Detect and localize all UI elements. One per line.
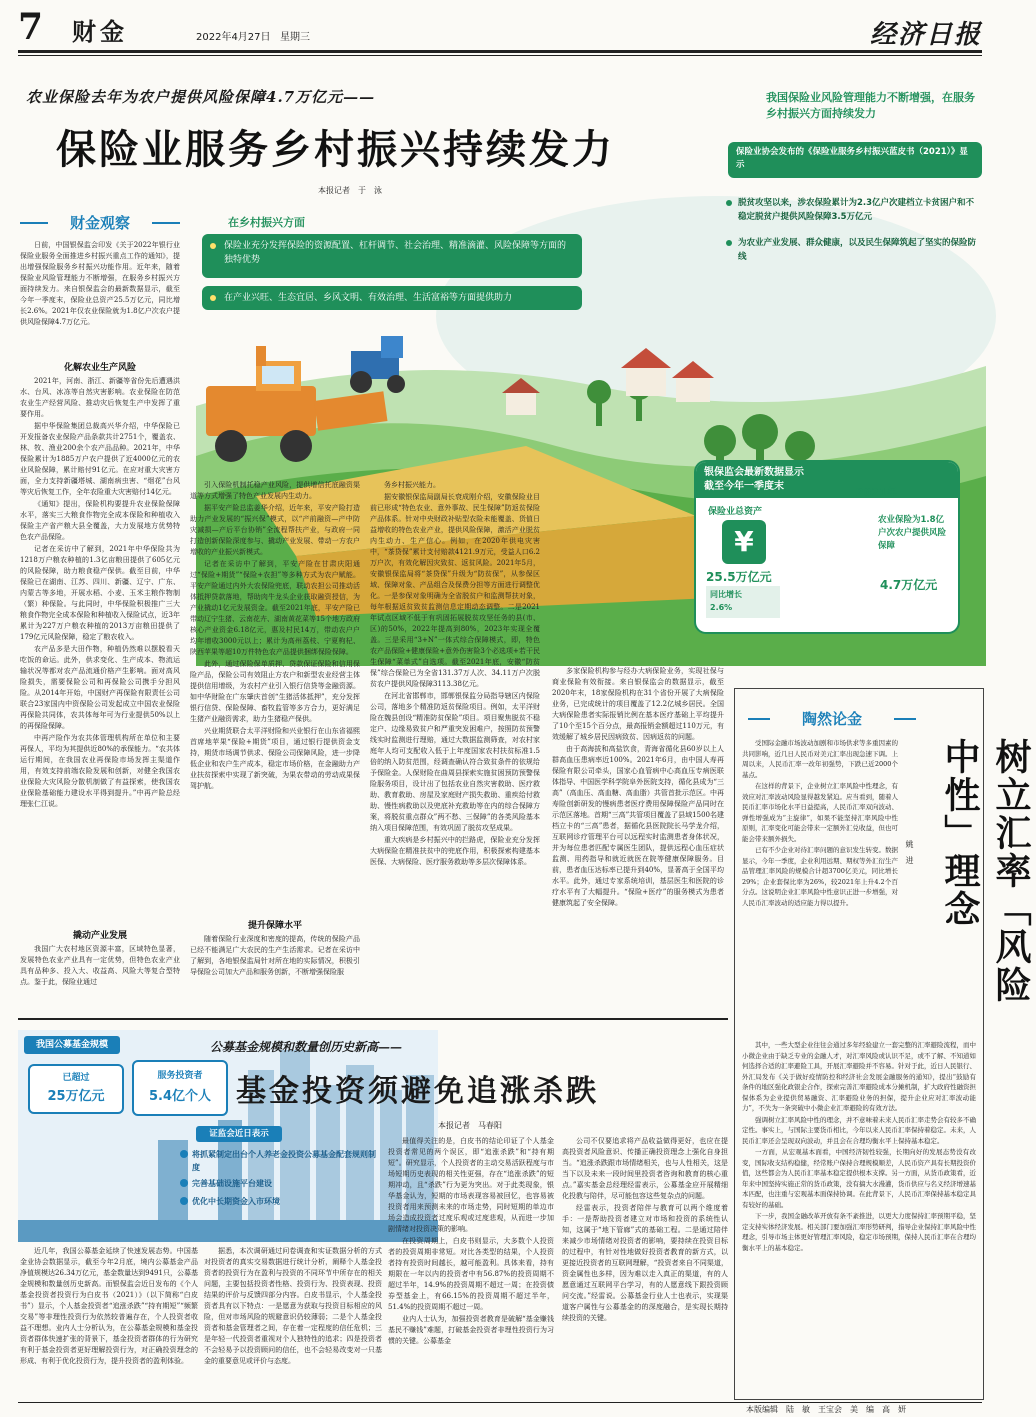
paragraph: 在河北省邯郸市，邯郸银保监分局指导辖区内保险公司，落地多个精准防返贫保险项目。例如，太平洋财险在魏县创设“精准防贫保险”项目。项目聚焦脱贫不稳定户、边缘易致贫户和严重突发困难户，按照防贫预警线实时监测进行理赔，通过大数据监测筛查，对农村家庭年人均可支配收入低于上年度国家农村扶贫标准1.5倍的纳入防贫范围，经调查确认符合致贫条件的依规给予保险金。人保财险在曲周县探索实施贫困预防预警保险服务项目，设计出了包括农业自然灾害救助、医疗救助、教育救助、房屋及家庭财产损失救助、重疾给付救助、慢性病救助以及兜底补充救助等在内的综合保障方案，将脱贫重点群众”两不愁、三保障”的各类风险基本纳入项目保障范围，有效巩固了脱贫攻坚成果。 [370, 692, 540, 832]
fund-scale-label: 已超过 [62, 1073, 90, 1083]
insurance-banner: 我国保险业风险管理能力不断增强，在服务乡村振兴方面持续发力 [766, 91, 975, 120]
paragraph: 业内人士认为，加强投资者教育是破解“基金赚钱基民不赚钱”难题，打破基金投资者非理性投资行为习惯的关键。公募基金 [388, 1315, 554, 1345]
rural-point-1 [202, 234, 582, 278]
article1-col2 [190, 480, 360, 910]
rural-point-2 [202, 286, 582, 310]
growth-box [706, 586, 780, 618]
csrc-item-1-text: 将抓紧制定出台个人养老金投资公募基金配套规则制度 [192, 1150, 376, 1172]
paragraph: 由于高海拔和高盐饮食，青海省循化县60岁以上人群高血压患病率近100%。2021年6月，由中国人寿再保险有限公司牵头，国家心血管病中心高血压专病医联体指导、中国医学科学院阜外医院支持，循化县成为“三高”（高血压、高血糖、高血脂）共管首批示范区。中再寿险创新研发的慢病患者医疗费用保障保险产品同时在示范区落地。首期“三高”共管项目覆盖了县域1500名建档立卡的“三高”患者，据循化县医院院长马学龙介绍，互联网诊疗管理平台可以远程实时监测患者身体状况，并为每位患者匹配专属医生团队，提供远程心血压症状监测、用药指导和就近就医在院等健康保障服务。目前，患者血压达标率已提升到40%，显著高于全国平均水平。此外，通过专家系统培训，基层医生和医院的诊疗水平有了大幅提升。“保险+医疗”的服务模式为患者健康筑起了安全保障。 [552, 745, 724, 907]
paragraph: 《通知》提出，保险机构要提升农业保险保障水平，落实三大粮食作物完全成本保险和种植收入保险主产省产粮大县全覆盖，大力发展地方优势特色农产品保险。 [20, 500, 180, 541]
article1-intro [20, 240, 180, 352]
paragraph: 农产品多是大田作物，种植仍然难以摆脱看天吃饭的命运。此外，供求变化、生产成本、物流运输状况等都对农产品流通价格产生影响。面对高风险损失，需要保险公司和再保险公司携手分担风险。从2014年开始，中国财产再保险有限责任公司联合23家国内中资保险公司发起成立中国农业保险再保险共同体，农共体每年可为行业提供50%以上的再保险保障。 [20, 645, 180, 730]
editorial-col-top [742, 738, 898, 1038]
paragraph: 下一步，我国金融改革开放有条不紊推进，以更大力度保持汇率预期平稳，坚定支持实体经济发展。相关部门要加强汇率形势研判，指导企业保持汇率风险中性理念，引导市场主体更好管理汇率风险，稳定市场预期，保持人民币汇率在合理均衡水平上的基本稳定。 [742, 1212, 976, 1252]
report-point-1-text: 脱贫攻坚以来，涉农保险累计为2.3亿户次建档立卡贫困户和不稳定脱贫户提供风险保障3.5万亿元 [738, 198, 975, 222]
paragraph: 多家保险机构参与经办大病保险业务，实现社保与商业保险有效衔接。来自银保监会的数据显示，截至2020年末，18家保险机构在31个省份开展了大病保险业务，已完成统计的项目覆盖了12.2亿城乡居民。全国大病保险患者实际报销比例在基本医疗基础上平均提升了10个至15个百分点，最高报销金额超过110万元，有效缓解了城乡居民因病致贫、因病返贫的问题。 [552, 667, 724, 741]
paragraph: 据中华保险集团总裁高兴华介绍，中华保险已开发报备农业保险产品条款共计2751个，覆盖农、林、牧、渔业200余个农产品品种。2021年，中华保险累计为1885万户农户提供了近4000亿元的农业风险保障，累计赔付91亿元。在应对重大灾害方面，全力支持新疆塔城、湖南病虫害、“烟花”台风等灾后恢复工作，全年农险重大灾害赔付14亿元。 [20, 422, 180, 496]
rural-point-1-text: 保险业充分发挥保险的资源配置、杠杆调节、社会治理、精准滴灌、风险保障等方面的独特优势 [224, 241, 567, 265]
paragraph: 记者在采访中了解到，平安产险在甘肃庆阳通过“保险+期货”“保险+农担”等多种方式为农户赋能。平安产险通过内外大农保险兜底，联动农担公司推动活体抵押贷款落地，帮助肉牛龙头企业获取融资授信，为产业撬动1亿元发展资金。截至2021年底，平安产险已带动辽宁生猪、云南花卉、湖南黄花菜等15个地方政府核心产业资金6.18亿元，惠及村民14万，带动农户户均年增收3000元以上；累计为高州荔枝、宁夏枸杞、陕西苹果等超10万件特色农产品提供捆绑保险保障。 [190, 560, 360, 656]
article1-col1 [20, 376, 180, 921]
article-divider [18, 1018, 728, 1020]
subhead-1: 化解农业生产风险 [63, 363, 136, 373]
paragraph: 最值得关注的是，白皮书的结论印证了个人基金投资者常见的两个误区，即“追涨杀跌”和“持有期短”。研究显示，个人投资者的主动交易活跃程度与市场短期历史表现的相关性更强，存在“追涨杀跌”的短期冲动，且“杀跌”行为更为突出。对于此类现象，银华基金认为，短期的市场表现容易被回忆，也容易被投资者用来预测未来的市场走势，同时短期的单边市场会造成投资者过度乐观或过度悲观，从而进一步加剧情绪对投资决策的影响。 [388, 1137, 554, 1233]
paragraph: 据悉，本次调研通过问卷调查和实证数据分析的方式对投资者的真实交易数据进行统计分析，阐释个人基金投资者的投资行为在盈利与投资的不同环节中所存在的相关问题，主要包括投资者性格、投资行为、投资表现、投资结果的评价与反馈四部分内容。白皮书显示，个人基金投资者具有以下特点：一是愿意为获取与投资目标相应的风险，但对市场风险的规避意识仍较薄弱；二是个人基金投资者和基金管理者之间，存在着一定程度的信任危机；三是年轻一代投资者重视对个人独特性的追求；四是投资者不会轻易予以投资顾问的信任，也不会轻易改变对一只基金的重要意见或评价与态度。 [204, 1247, 382, 1365]
paragraph: 此外，通过保险保单质押、贷款保证保险和信用保险产品，保险公司有效阻止方农户和新型农业经营主体提供信用增级，为农村产业引入银行信贷等金融资源。如中华财险在广东肇庆首创“生猪活体抵押”，充分发挥银行信贷、保险保障、畜牧监管等多方合力，更好满足生猪产业融资需求，助力生猪稳产保供。 [190, 660, 360, 723]
paragraph: 务乡村振兴能力。 [384, 481, 440, 489]
footer-editors: 本版编辑 陆 敏 王宝会 美 编 高 妍 [746, 1405, 906, 1414]
paragraph: 公司不仅要追求将产品收益做得更好，也应在提高投资者风险意识、传播正确投资理念上强化自身担当。“追涨杀跌跟市场情绪相关，也与人性相关，这是当下以及未来一段时间里投资者咨询和教育的核心重点。”嘉实基金总经理经雷表示，公募基金应开展精细化投教与陪伴，尽可能包容这些复杂点的问题。 [562, 1137, 728, 1200]
agri-value: 4.7万亿元 [880, 578, 938, 592]
subhead-2: 撬动产业发展 [72, 931, 127, 941]
paragraph: 受国际金融市场波动加剧和市场供求等多重因素的共同影响，近几日人民币对美元汇率出现急速下调。上周以来，人民币汇率一改年初强势，下跌已近2000个基点。 [742, 739, 898, 779]
paragraph: 在投资周期上，白皮书则显示，大多数个人投资者的投资周期非常短。对比各类型的结果，个人投资者持有投资时间越长，越可能盈利。具体来看，持有期限在一年以内的投资者中有56.87%的投资周期不超过半年，14.9%的投资周期不超过一周；在投资债券型基金上，有66.15%的投资周期不超过半年，51.4%的投资周期不超过一周。 [388, 1237, 554, 1311]
paper-logo: 经济日报 [869, 20, 982, 50]
growth-label: 同比增长 [710, 590, 742, 599]
fund-scale-box [28, 1064, 124, 1114]
tag-line-left [748, 718, 770, 720]
tag-line-right [894, 718, 916, 720]
masthead [18, 8, 982, 50]
article1-byline: 本报记者 于 泳 [318, 186, 382, 195]
fund-investors-value: 5.4亿个人 [148, 1089, 212, 1104]
tag-line-right [152, 222, 180, 224]
article2-col3 [388, 1136, 554, 1400]
paragraph: 近几年，我国公募基金延续了快速发展态势。中国基金业协会数据显示，截至今年2月底，境内公募基金产品净值规模达26.34万亿元，基金数量达到9491只，公募基金规模和数量创历史新高。而银保监会近日发布的《个人基金投资者投资行为白皮书（2021）》（以下简称“白皮书”）显示，个人基金投资者“追涨杀跌”“持有期短”“频繁交易”等非理性投资行为依然较普遍存在，个人投资者收益不理想。业内人士分析认为，在公募基金规模和基金投资者群体快速扩张的背景下，基金投资者群体的行为研究有利于基金投资者更好理解投资行为，对正确投资理念的形成、有利于优化投资行为，提升投资者的盈利体验。 [20, 1247, 198, 1365]
yuan-icon: ¥ [722, 520, 766, 564]
growth-value: 2.6% [710, 603, 733, 612]
paragraph: 中再产险作为农共体管理机构所在单位和主要再保人，平均为其提供近80%的承保能力。“农共体运行期间，在我国农业再保险市场发挥主渠道作用，有效支持前端农险发展和创新，对健全我国农业保险大灾风险分散机制做了有益探索，使我国农业保险基础能力建设水平得到提升。”中再产险总经理张仁江说。 [20, 734, 180, 808]
paragraph: 引入保险机制托稳产业风险，提供增信托底融资渠道等方式增强了特色产业发展内生动力。 [190, 481, 360, 500]
article1-col4 [552, 666, 724, 1010]
editorial-title: 树立汇率「风险中性」理念 [939, 738, 1031, 1004]
check-circle-icon [180, 1197, 188, 1205]
stats-subtitle: 截至今年一季度末 [704, 481, 784, 492]
report-point-2 [726, 236, 982, 264]
paragraph: 据平安产险总监姜华介绍，近年来，平安产险打造助力产业发展的“振兴保”模式，以“产前融资—产中防灾减损—产后平台协销”全流程帮扶产业，与政府一同打造创新保险深度参与、撬动产业发展、带动一方农户增收的产业振兴新模式。 [190, 504, 360, 556]
csrc-item-3-text: 优化中长期资金入市环境 [192, 1197, 280, 1206]
section-name: 财金 [72, 17, 128, 46]
asset-label: 保险业总资产 [708, 507, 763, 517]
csrc-title: 证监会近日表示 [196, 1126, 282, 1142]
bullet-dot-icon [726, 200, 732, 206]
report-text: 保险业协会发布的《保险业服务乡村振兴蓝皮书（2021）》显示 [736, 147, 968, 170]
agri-label: 农业保险为1.8亿户次农户提供风险保障 [878, 515, 947, 551]
article1-col1b [20, 944, 180, 1010]
csrc-list [178, 1148, 378, 1234]
check-circle-icon [180, 1150, 188, 1158]
report-point-1 [726, 196, 982, 224]
stats-title: 银保监会最新数据显示 [704, 467, 804, 478]
fund-scale-value: 25万亿元 [47, 1089, 105, 1104]
article2-headline: 基金投资须避免追涨杀跌 [236, 1074, 599, 1109]
masthead-rule-thin [18, 55, 982, 56]
masthead-rule [18, 50, 982, 53]
rural-point-2-text: 在产业兴旺、生态宜居、乡风文明、有效治理、生活富裕等方面提供助力 [224, 293, 513, 303]
paragraph: 强调树立汇率风险中性的理念，并不意味着未来人民币汇率走势会有较多不确定性。事实上，与国际主要货币相比，今年以来人民币汇率保持着稳定。未来，人民币汇率还会呈现双向波动，并且会在合理均衡水平上保持基本稳定。 [742, 1115, 976, 1145]
rural-panel-title: 在乡村振兴方面 [228, 216, 305, 229]
article2-col1 [20, 1246, 198, 1400]
article1-headline: 保险业服务乡村振兴持续发力 [56, 127, 615, 173]
intro-paragraph: 日前，中国银保监会印发《关于2022年银行业保险业服务全面推进乡村振兴重点工作的通知》，提出增强保险服务乡村振兴功能作用。近年来，随着保险业风险管理能力不断增强，在服务乡村振兴方面持续发力。来自银保监会的最新数据显示，截至今年一季度末，保险业总资产25.5万亿元，同比增长2.6%。2021年仅农业保险就为1.8亿户次农户提供风险保障4.7万亿元。 [20, 241, 180, 326]
article2-byline: 本报记者 马春阳 [438, 1121, 502, 1130]
article2-col4 [562, 1136, 728, 1400]
paragraph: 2021年，河南、浙江、新疆等省份先后遭遇洪水、台风、冰冻等自然灾害影响。农业保险在防范农业生产经营风险、推动灾后恢复生产中发挥了重要作用。 [20, 377, 180, 418]
stats-header [696, 462, 958, 498]
editorial-col-bottom [742, 1040, 976, 1380]
paragraph: 兴业期货联合太平洋财险和兴业银行在山东省福熙首席地苹果“保险+期货”项目，通过银行提供资金支持，期货市场调节供求、保险公司保障风险，进一步降低企业和农户生产成本，稳定市场价格，在金融助力产业扶贫探索中实现了新突破，为果农带动的劳动成果保驾护航。 [190, 727, 360, 790]
issue-date: 2022年4月27日 [196, 32, 271, 43]
stats-year: 2021年 [856, 486, 898, 499]
csrc-item-1 [178, 1148, 378, 1174]
fund-infographic [18, 1030, 438, 1242]
issue-weekday: 星期三 [280, 32, 310, 43]
bullet-dot-icon [726, 240, 732, 246]
article1-col3 [370, 480, 540, 1010]
paragraph: 已有不少企业对待汇率问题的意识发生转变。数据显示，今年一季度，企业利用远期、期权等外汇衍生产品管理汇率风险的规模合计超3700亿美元，同比增长29%；企业套保比率为26%，较2021年上升4.2个百分点。这说明企业汇率风险中性意识正进一步增强，对人民币汇率波动的适应能力得以提升。 [742, 846, 898, 907]
fund-investors-label: 服务投资者 [157, 1071, 203, 1081]
editorial-author: 姚 进 [905, 840, 914, 864]
paragraph: 随着保险行业深度和密度的提高，传统的保险产品已经不能满足广大农民的生产生活需求。记者在采访中了解到，各地银保监局针对所在地的实际情况，积极引导保险公司加大产品和服务创新，不断增强保险服 [190, 935, 360, 976]
bullet-dot-icon [210, 243, 216, 249]
subhead-3: 提升保障水平 [247, 921, 302, 931]
paragraph: 据安徽银保监局副局长衰成刚介绍，安徽保险业目前已形成“特色农业、意外事故、民生保障”防返贫保险产品体系。针对中央财政补贴型农险未能覆盖、货值日益增收的特色农业产业，提供风险保障，激活产业脱贫内生动力、生产信心。例如，在2020年供电灾害中，“茶贷保”累计支付赔款4121.9万元，受益人口6.2万户次，有效化解因灾致贫、返贫风险。2021年5月，安徽银保监局将“茶贷保”升级为“防贫保”，从参保区域、保障对象、产品组合及保费分担等方面进行调整优化。一是参保对象明确为全省脱贫户和监测帮扶对象，每年根据返贫致贫监测信息定期动态调整。二是2021年试点区域不低于有巩固拓展脱贫攻坚任务的县(市、区)的50%，2022年提高到80%，2023年实现全覆盖。三是采用“3+N”一体式综合保障模式，即，特色农产品保险+健康保险+意外伤害险3个必选项+若干民生保障“菜单式”自选项。截至2021年底，安徽“防贫保”综合保险已为全省131.37万人次、34.11万户次脱贫农户提供风险保障3113.38亿元。 [370, 493, 540, 688]
editorial-tag: 陶然论金 [801, 710, 862, 728]
fund-title: 我国公募基金规模 [24, 1036, 120, 1054]
paragraph: 重大疾病是乡村振兴中的拦路虎，保险业充分发挥大病保险在精准扶贫中的兜底作用，积极探索构建基本医保、大病保险、医疗服务救助等多层次保障体系。 [370, 836, 540, 866]
csrc-item-2-text: 完善基础设施平台建设 [192, 1179, 272, 1188]
report-box [728, 142, 982, 178]
asset-value: 25.5万亿元 [706, 570, 772, 584]
article1-col2b [190, 934, 360, 1010]
article2-kicker: 公募基金规模和数量创历史新高—— [210, 1040, 403, 1054]
column-tag-caijin: 财金观察 [69, 214, 130, 232]
article2-col2 [204, 1246, 382, 1400]
bullet-dot-icon [210, 295, 216, 301]
stats-panel [696, 462, 958, 632]
paragraph: 经雷表示，投资者陪伴与教育可以两个维度着手：一是帮助投资者建立对市场和投资的系统性认知，这属于“地下管廊”式的基础工程。二是通过陪伴来减少市场情绪对投资者的影响，要持续在投资目标的过程中，有针对性地做好投资者教育的新方式，以更接近投资者的互联网理解，“投资者来自不同渠道，资金属性也多样，因为难以走入真正的渠道，有的人愿意通过互联网平台学习，有的人愿意线下跟投资顾问交流。”经雷说。公募基金行业人士也表示，实现渠道客户属性与公募基金的的深度融合，是实现长期持续投资的关键。 [562, 1204, 728, 1322]
fund-investors-box [132, 1060, 228, 1116]
page-number: 7 [18, 6, 44, 48]
csrc-item-3 [178, 1195, 378, 1208]
report-point-2-text: 为农业产业发展、群众健康，以及民生保障筑起了坚实的保险防线 [738, 238, 977, 262]
paragraph: 其中，一些大型企业往往会通过多年经验建立一套完整的汇率避险流程，而中小微企业由于缺乏专业的金融人才，对汇率风险或认识不足，或不了解、不知道如何选择合适的汇率避险工具，开展汇率避险并不容易。针对于此，近日人民银行、外汇局发布《关于做好疫情防控和经济社会发展金融服务的通知》，提出“鼓励有条件的地区强化政银企合作，探索完善汇率避险成本分摊机制，扩大政府性融资担保体系为企业提供贸易融资、汇率避险业务的担保，提升企业应对汇率波动能力”，不失为一条突破中小微企业汇率避险的有效方法。 [742, 1041, 976, 1112]
paragraph: 记者在采访中了解到，2021年中华保险共为1218万户粮农种植的1.3亿亩粮田提供了605亿元的风险保障，助力粮食稳产保供。截至目前，中华保险已在湖南、江苏、四川、新疆、辽宁、广东、内蒙古等多地，开展水稻、小麦、玉米主粮作物制（繁）种保险。与此同时，中华保险积极推广三大粮食作物完全成本保险和种植收入保险试点，近3年累计为227万户粮农种植的2013万亩粮田提供了179亿元风险保障，稳定了粮农收入。 [20, 545, 180, 641]
paragraph: 在这样的背景下，企业树立汇率风险中性理念，有效应对汇率波动风险显得越发紧迫。应当看到，随着人民币汇率市场化水平日益提高，人民币汇率双向波动、弹性增强成为“主旋律”，如果不能坚持汇率风险中性原则，汇率变化可能会带来一定额外汇兑收益，但也可能会带来额外损失。 [742, 782, 898, 843]
csrc-item-2 [178, 1177, 378, 1190]
paragraph: 一方面，从宏观基本面看，中国经济韧性较强，长期向好的发展态势没有改变，国际收支结构稳健，经常账户保持合理规模顺差，人民币资产具有长期投资价值，这些都会为人民币汇率基本稳定提供根本支撑。另一方面，从货币政策看，近年来中国坚持实施正常的货币政策，没有搞大水漫灌，货币供应与名义经济增速基本匹配，也注重与宏观基本面保持协调。在此背景下，人民币汇率保持基本稳定具有较好的基础。 [742, 1148, 976, 1209]
paragraph: 我国广大农村地区资源丰富，区域特色显著，发展特色农业产业具有一定优势，但特色农业产业具有品种多、投入大、收益高、风险大等复合型特点。鉴于此，保险业通过 [20, 945, 180, 986]
article1-kicker: 农业保险去年为农户提供风险保障4.7万亿元—— [26, 88, 376, 106]
tag-line-left [20, 222, 48, 224]
check-circle-icon [180, 1179, 188, 1187]
footer-rule [18, 1402, 982, 1403]
